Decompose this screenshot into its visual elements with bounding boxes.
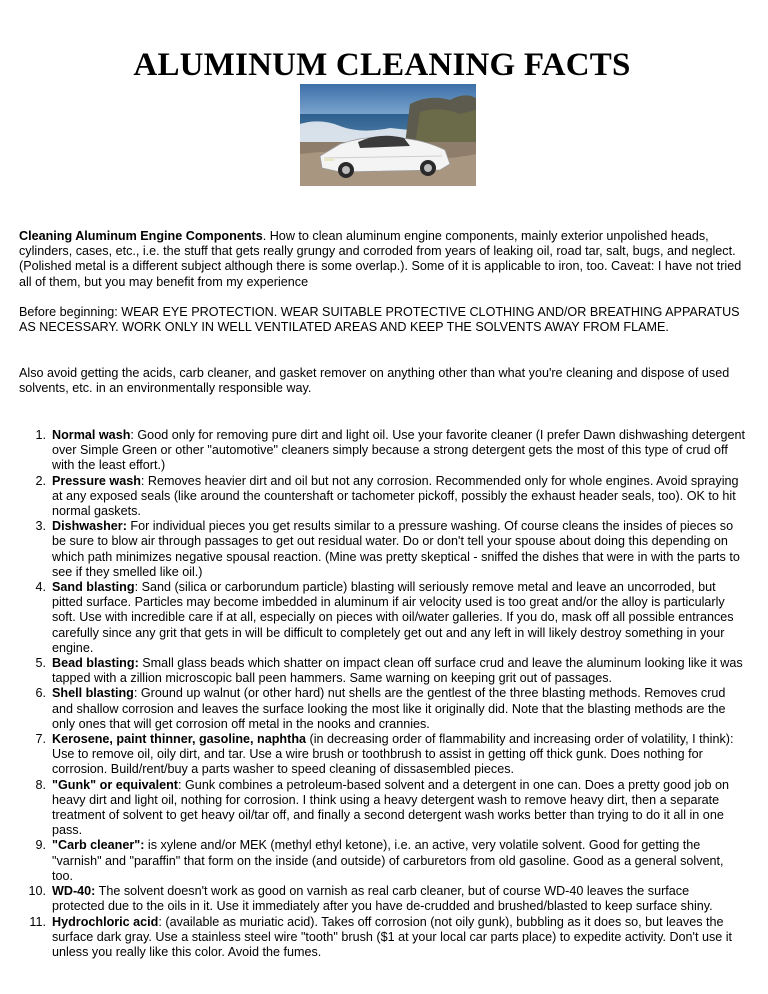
intro-paragraph bbox=[19, 229, 745, 290]
item-text: (in decreasing order of flammability and increasing order of volatility, I think): Use to remove oil, oily dirt, and tar. Use a wire brush or toothbrush to assist in getting off thick gunk. Does nothing for corrosion. Build/rent/buy a parts washer to speed cleaning of dissasembled pieces. bbox=[52, 732, 734, 777]
list-item bbox=[19, 474, 745, 520]
car-photo bbox=[300, 84, 476, 186]
page-title: ALUMINUM CLEANING FACTS bbox=[133, 47, 631, 83]
item-text: Small glass beads which shatter on impact clean off surface crud and leave the aluminum looking like it was tapped with a zillion microscopic ball peen hammers. Same warning on keeping grit out of passages. bbox=[52, 656, 743, 686]
item-heading: "Carb cleaner": bbox=[52, 838, 145, 853]
item-text: : Sand (silica or carborundum particle) blasting will seriously remove metal and leave an uncorroded, but pitted surface. Particles may become imbedded in aluminum if air velocity used is too great and/or the alloy is particularly soft. Use with incredible care if at all, especially on pieces with oil/water galleries. If you do, mask off all possible entrances carefully since any grit that gets in will be difficult to completely get out and any left in will likely destroy something in your engine. bbox=[52, 580, 734, 655]
item-heading: Hydrochloric acid bbox=[52, 914, 159, 929]
item-text: : (available as muriatic acid). Takes off corrosion (not oily gunk), bubbling as it does so, but leaves the surface dark gray. Use a stainless steel wire "tooth" brush ($1 at your local car parts place) to expedite activity. Don't use it unless you really like this color. Avoid the fumes. bbox=[52, 914, 733, 959]
item-text: : Removes heavier dirt and oil but not any corrosion. Recommended only for whole engines. Avoid spraying at any exposed seals (like around the countershaft or tachometer pickoff, possibly the exhaust header seals, too). OK to hit normal gaskets. bbox=[52, 473, 739, 519]
list-item bbox=[19, 778, 745, 839]
list-item bbox=[19, 656, 745, 686]
item-text: : Gunk combines a petroleum-based solvent and a detergent in one can. Does a pretty good job on heavy dirt and light oil, nothing for corrosion. I think using a heavy detergent wash to remove heavy dirt, then a separate treatment of solvent to get heavy oil/tar off, and finally a second detergent wash works better than trying to do it all in one pass. bbox=[52, 777, 729, 838]
item-number: 6. bbox=[35, 686, 46, 701]
list-item bbox=[19, 838, 745, 884]
item-heading: Sand blasting bbox=[52, 580, 135, 595]
disposal-note: Also avoid getting the acids, carb cleaner, and gasket remover on anything other than what you're cleaning and dispose of used solvents, etc. in an environmentally responsible way. bbox=[19, 366, 730, 396]
item-text: For individual pieces you get results similar to a pressure washing. Of course cleans the insides of pieces so be sure to blow air through passages to get out residual water. Do or don't tell your spouse about doing this depending on which path minimizes negative spousal reaction. (Mine was pretty skeptical - sniffed the dishes that were in with the parts to see if they smelled like oil.) bbox=[52, 519, 740, 579]
item-heading: Pressure wash bbox=[52, 473, 141, 488]
list-item bbox=[19, 580, 745, 656]
cleaning-methods-list bbox=[19, 428, 745, 960]
item-number: 7. bbox=[35, 732, 46, 747]
item-number: 3. bbox=[35, 519, 46, 534]
item-text: : Good only for removing pure dirt and light oil. Use your favorite cleaner (I prefer Dawn dishwashing detergent over Simple Green or other "automotive" cleaners simply because a strong detergent gets the most of this type of crud off with the least effort.) bbox=[52, 428, 746, 473]
item-heading: Kerosene, paint thinner, gasoline, naphtha bbox=[52, 732, 307, 747]
list-item bbox=[19, 428, 745, 474]
item-heading: WD-40: bbox=[52, 884, 96, 899]
item-number: 4. bbox=[35, 580, 46, 595]
document-page bbox=[19, 0, 746, 959]
intro-text: . How to clean aluminum engine components, mainly exterior unpolished heads, cylinders, cases, etc., i.e. the stuff that gets really grungy and corroded from years of leaking oil, road tar, salt, bugs, and neglect. (Polished metal is a different subject although there is some overlap.). Some of it is applicable to iron, too. Caveat: I have not tried all of them, but you may benefit from my experience bbox=[19, 229, 742, 289]
item-number: 9. bbox=[35, 838, 46, 853]
item-number: 2. bbox=[35, 473, 46, 488]
list-item bbox=[19, 519, 745, 580]
item-number: 1. bbox=[35, 428, 46, 442]
item-heading: Bead blasting: bbox=[52, 656, 139, 671]
item-number: 11. bbox=[29, 914, 46, 929]
item-number: 8. bbox=[35, 777, 46, 792]
item-heading: Shell blasting bbox=[52, 686, 134, 701]
item-heading: Normal wash bbox=[52, 428, 131, 442]
item-text: : Ground up walnut (or other hard) nut shells are the gentlest of the three blasting methods. Removes crud and shallow corrosion and leaves the surface looking the most like it originally did. Note that the blasting methods are the only ones that will get corrosion off metal in the nooks and crannies. bbox=[52, 686, 726, 731]
list-item bbox=[19, 732, 745, 778]
intro-heading: Cleaning Aluminum Engine Components bbox=[19, 229, 263, 243]
item-text: The solvent doesn't work as good on varnish as real carb cleaner, but of course WD-40 leaves the surface protected due to the oils in it. Use it immediately after you have de-crudded and brushed/blasted to keep surface shiny. bbox=[52, 884, 713, 914]
list-item bbox=[19, 686, 745, 732]
item-number: 5. bbox=[35, 656, 46, 671]
item-heading: "Gunk" or equivalent bbox=[52, 777, 179, 792]
safety-warning: Before beginning: WEAR EYE PROTECTION. WEAR SUITABLE PROTECTIVE CLOTHING AND/OR BREATHING APPARATUS AS NECESSARY. WORK ONLY IN WELL VENTILATED AREAS AND KEEP THE SOLVENTS AWAY FROM FLAME. bbox=[19, 305, 740, 335]
item-text: is xylene and/or MEK (methyl ethyl ketone), i.e. an active, very volatile solvent. Good for getting the "varnish" and "paraffin" that form on the inside (and outside) of carburetors from old gasoline. Good as a general solvent, too. bbox=[52, 838, 724, 883]
item-heading: Dishwasher: bbox=[52, 519, 127, 534]
item-number: 10. bbox=[28, 884, 46, 899]
car-photo-illustration bbox=[300, 84, 476, 186]
list-item bbox=[19, 915, 745, 961]
list-item bbox=[19, 884, 745, 914]
